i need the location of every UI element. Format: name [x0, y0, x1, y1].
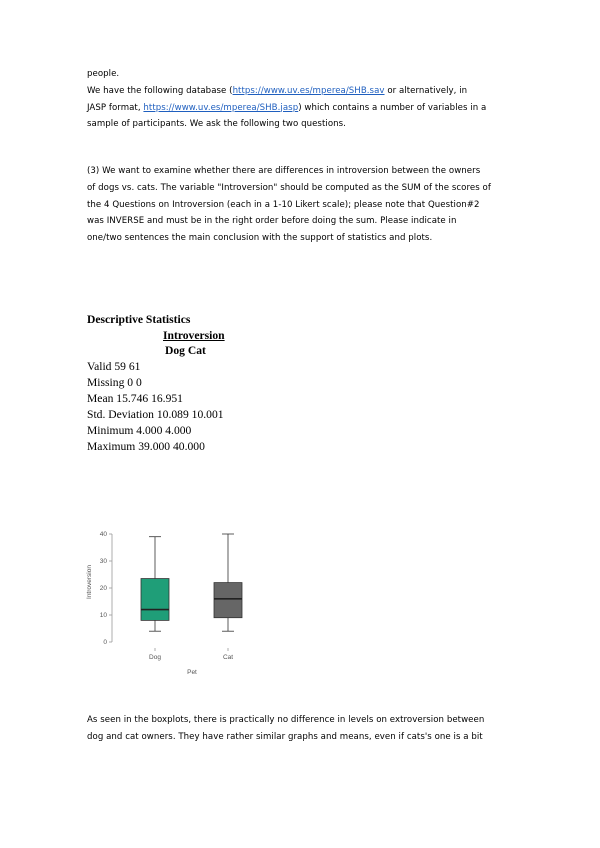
- conclusion-line: As seen in the boxplots, there is practically no difference in levels on extroversion between: [87, 715, 485, 725]
- question-line: the 4 Questions on Introversion (each in a 1-10 Likert scale); please note that Question#2: [87, 199, 480, 210]
- intro-line-2-tail: or alternatively, in: [384, 85, 468, 96]
- question-line: of dogs vs. cats. The variable "Introversion" should be computed as the SUM of the scores of: [87, 182, 491, 193]
- introversion-boxplot: [80, 520, 260, 685]
- intro-line-4: sample of participants. We ask the following two questions.: [87, 119, 346, 130]
- question-paragraph: [87, 163, 491, 247]
- y-tick-label: 20: [99, 585, 107, 593]
- intro-line-3: [87, 100, 486, 117]
- conclusion-paragraph: [87, 712, 484, 746]
- stats-row-missing: Missing 0 0: [87, 376, 142, 389]
- stats-row-valid: Valid 59 61: [87, 360, 141, 373]
- y-tick-label: 30: [99, 558, 107, 566]
- conclusion-line: dog and cat owners. They have rather similar graphs and means, even if cats's one is a bit: [87, 731, 483, 742]
- x-tick-label: Dog: [149, 654, 161, 661]
- jasp-file-link[interactable]: https://www.uv.es/mperea/SHB.jasp: [143, 102, 299, 113]
- stats-group-header: Dog Cat: [165, 344, 206, 357]
- y-tick-label: 40: [99, 531, 107, 539]
- box-cat: [214, 583, 242, 618]
- intro-line-2: [87, 83, 486, 100]
- box-dog: [141, 579, 169, 621]
- y-tick-label: 0: [103, 639, 107, 647]
- question-line: (3) We want to examine whether there are differences in introversion between the owners: [87, 166, 481, 176]
- intro-line-3-tail: ) which contains a number of variables in a: [298, 102, 487, 113]
- intro-line-2-text: We have the following database (: [87, 85, 233, 96]
- x-tick-label: Cat: [222, 654, 234, 661]
- stats-row-min: Minimum 4.000 4.000: [87, 424, 192, 437]
- intro-paragraph: [87, 66, 486, 133]
- intro-line-3-text: JASP format,: [87, 102, 144, 113]
- sav-file-link[interactable]: https://www.uv.es/mperea/SHB.sav: [232, 85, 385, 96]
- question-line: one/two sentences the main conclusion with the support of statistics and plots.: [87, 233, 433, 244]
- stats-row-max: Maximum 39.000 40.000: [87, 440, 205, 453]
- stats-rows: [87, 359, 224, 455]
- y-axis-label: Introversion: [86, 565, 93, 599]
- stats-title: Descriptive Statistics: [87, 313, 191, 326]
- intro-line-1: people.: [87, 69, 120, 79]
- x-axis-label: Pet: [187, 669, 197, 676]
- stats-row-std: Std. Deviation 10.089 10.001: [87, 408, 224, 421]
- stats-row-mean: Mean 15.746 16.951: [87, 392, 183, 405]
- y-tick-label: 10: [99, 612, 107, 620]
- stats-variable-header: Introversion: [163, 329, 225, 342]
- question-line: was INVERSE and must be in the right order before doing the sum. Please indicate in: [87, 216, 457, 227]
